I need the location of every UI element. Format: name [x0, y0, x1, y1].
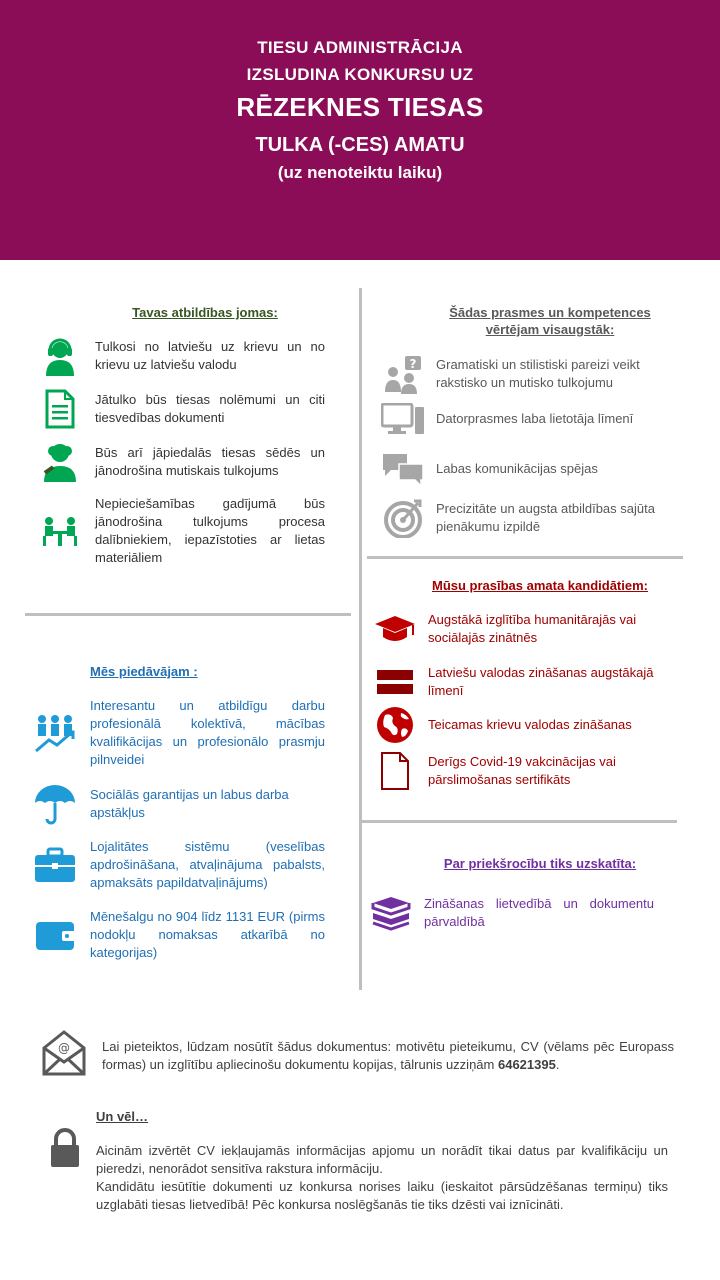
umbrella-icon: [30, 783, 80, 825]
apply-text: [102, 1038, 674, 1074]
wallet-icon: [30, 918, 80, 952]
competences-title: Šādas prasmes un kompetences vērtējam visaugstāk:: [449, 305, 651, 337]
responsibility-item: [35, 440, 325, 484]
svg-text:?: ?: [409, 357, 417, 371]
left-divider: [25, 613, 351, 616]
responsibility-text: Nepieciešamības gadījumā būs jānodrošina tulkojums procesa dalībniekiem, iepazīstoties ar lietas materiāliem: [95, 496, 325, 565]
header-position: TULKA (-CES) AMATU: [255, 134, 465, 156]
competence-item: [378, 352, 678, 396]
requirement-text: Latviešu valodas zināšanas augstākajā līmenī: [428, 665, 654, 698]
requirement-text: Derīgs Covid-19 vakcinācijas vai pārslimošanas sertifikāts: [428, 754, 616, 787]
chat-bubbles-icon: [378, 452, 428, 486]
extra-title: Un vēl…: [96, 1109, 149, 1124]
center-divider: [359, 288, 362, 990]
responsibility-item: [35, 334, 325, 378]
judge-icon: [35, 442, 85, 482]
certificate-file-icon: [370, 751, 420, 791]
competence-text: Gramatiski un stilistiski pareizi veikt rakstisko un mutisko tulkojumu: [436, 357, 640, 390]
books-icon: [366, 893, 416, 933]
header-line-2: IZSLUDINA KONKURSU UZ: [246, 65, 474, 84]
offer-title: Mēs piedāvājam :: [90, 664, 198, 679]
competence-text: Datorprasmes laba lietotāja līmenī: [436, 411, 634, 426]
responsibility-item: [35, 387, 325, 431]
requirement-item: [370, 704, 675, 746]
people-question-icon: [378, 354, 428, 394]
meeting-table-icon: [35, 515, 85, 547]
graduation-cap-icon: [370, 614, 420, 644]
apply-text-before: Lai pieteiktos, lūdzam nosūtīt šādus dokumentus: motivētu pieteikumu, CV (vēlams pēc Europass formas) un izglītību apliecinošu dokumentu kopijas, tālrunis uzziņām: [102, 1039, 674, 1072]
requirements-title: Mūsu prasības amata kandidātiem:: [431, 578, 648, 593]
headset-operator-icon: [35, 336, 85, 376]
competence-text: Precizitāte un augsta atbildības sajūta pienākumu izpildē: [436, 501, 655, 534]
requirement-item: [370, 609, 675, 649]
offer-item: [30, 783, 325, 825]
competence-text: Labas komunikācijas spējas: [436, 461, 598, 476]
competence-item: [378, 451, 678, 487]
language-bars-icon: [370, 667, 420, 697]
offer-item: [30, 696, 325, 770]
advantage-title: Par priekšrocību tiks uzskatīta:: [443, 856, 637, 871]
offer-item: [30, 906, 325, 964]
header-banner: [0, 0, 720, 260]
competence-item: [378, 496, 678, 540]
responsibility-item: [35, 494, 325, 568]
responsibility-text: Tulkosi no latviešu uz krievu un no krievu uz latviešu valodu: [95, 339, 325, 372]
email-envelope-icon: [42, 1030, 86, 1076]
header-court-name: RĒZEKNES TIESAS: [236, 92, 484, 122]
extra-paragraph-1: Aicinām izvērtēt CV iekļaujamās informācijas apjomu un norādīt tikai datus par kvalifikāciju un pieredzi, nenorādot sensitīva rakstura informāciju.: [96, 1143, 668, 1176]
right-divider-1: [367, 556, 683, 559]
requirement-item: [370, 662, 675, 702]
requirement-item: [370, 750, 675, 792]
header-term: (uz nenoteiktu laiku): [277, 163, 443, 182]
advantage-item: [366, 890, 676, 936]
extra-paragraph-2: Kandidātu iesūtītie dokumenti uz konkursa norises laiku (ieskaitot pārsūdzēšanas termiņu) tiks uzglabāti tiesas lietvedībā! Pēc konkursa noslēgšanās tie tiks dzēsti vai iznīcināti.: [96, 1179, 668, 1212]
svg-text:@: @: [58, 1041, 70, 1055]
competence-item: [378, 402, 678, 436]
briefcase-icon: [30, 847, 80, 883]
target-icon: [378, 498, 428, 538]
offer-text: Sociālās garantijas un labus darba apstākļus: [90, 787, 289, 820]
offer-text: Interesantu un atbildīgu darbu profesionālā kolektīvā, mācības kvalifikācijas un profesionālo prasmju pilnveidei: [90, 698, 325, 767]
responsibility-text: Jātulko būs tiesas nolēmumi un citi tiesvedības dokumenti: [95, 392, 325, 425]
advantage-text: Zināšanas lietvedībā un dokumentu pārvaldībā: [424, 896, 654, 929]
document-icon: [35, 389, 85, 429]
computer-icon: [378, 403, 428, 435]
header-line-1: TIESU ADMINISTRĀCIJA: [257, 38, 463, 57]
responsibilities-title: Tavas atbildības jomas:: [132, 305, 278, 320]
globe-icon: [370, 705, 420, 745]
offer-text: Mēnešalgu no 904 līdz 1131 EUR (pirms nodokļu nomaksas atkarībā no kategorijas): [90, 909, 325, 960]
right-divider-2: [362, 820, 677, 823]
offer-text: Lojalitātes sistēmu (veselības apdrošināšana, atvaļinājuma pabalsts, apmaksāts papildatvaļinājums): [90, 839, 325, 890]
team-growth-icon: [30, 713, 80, 753]
padlock-icon: [48, 1128, 82, 1168]
offer-item: [30, 836, 325, 894]
requirement-text: Teicamas krievu valodas zināšanas: [428, 717, 632, 732]
apply-phone: 64621395: [497, 1057, 556, 1072]
responsibility-text: Būs arī jāpiedalās tiesas sēdēs un jānodrošina mutiskais tulkojums: [95, 445, 325, 478]
requirement-text: Augstākā izglītība humanitārajās vai sociālajās zinātnēs: [428, 612, 637, 645]
apply-text-after: .: [555, 1057, 560, 1072]
